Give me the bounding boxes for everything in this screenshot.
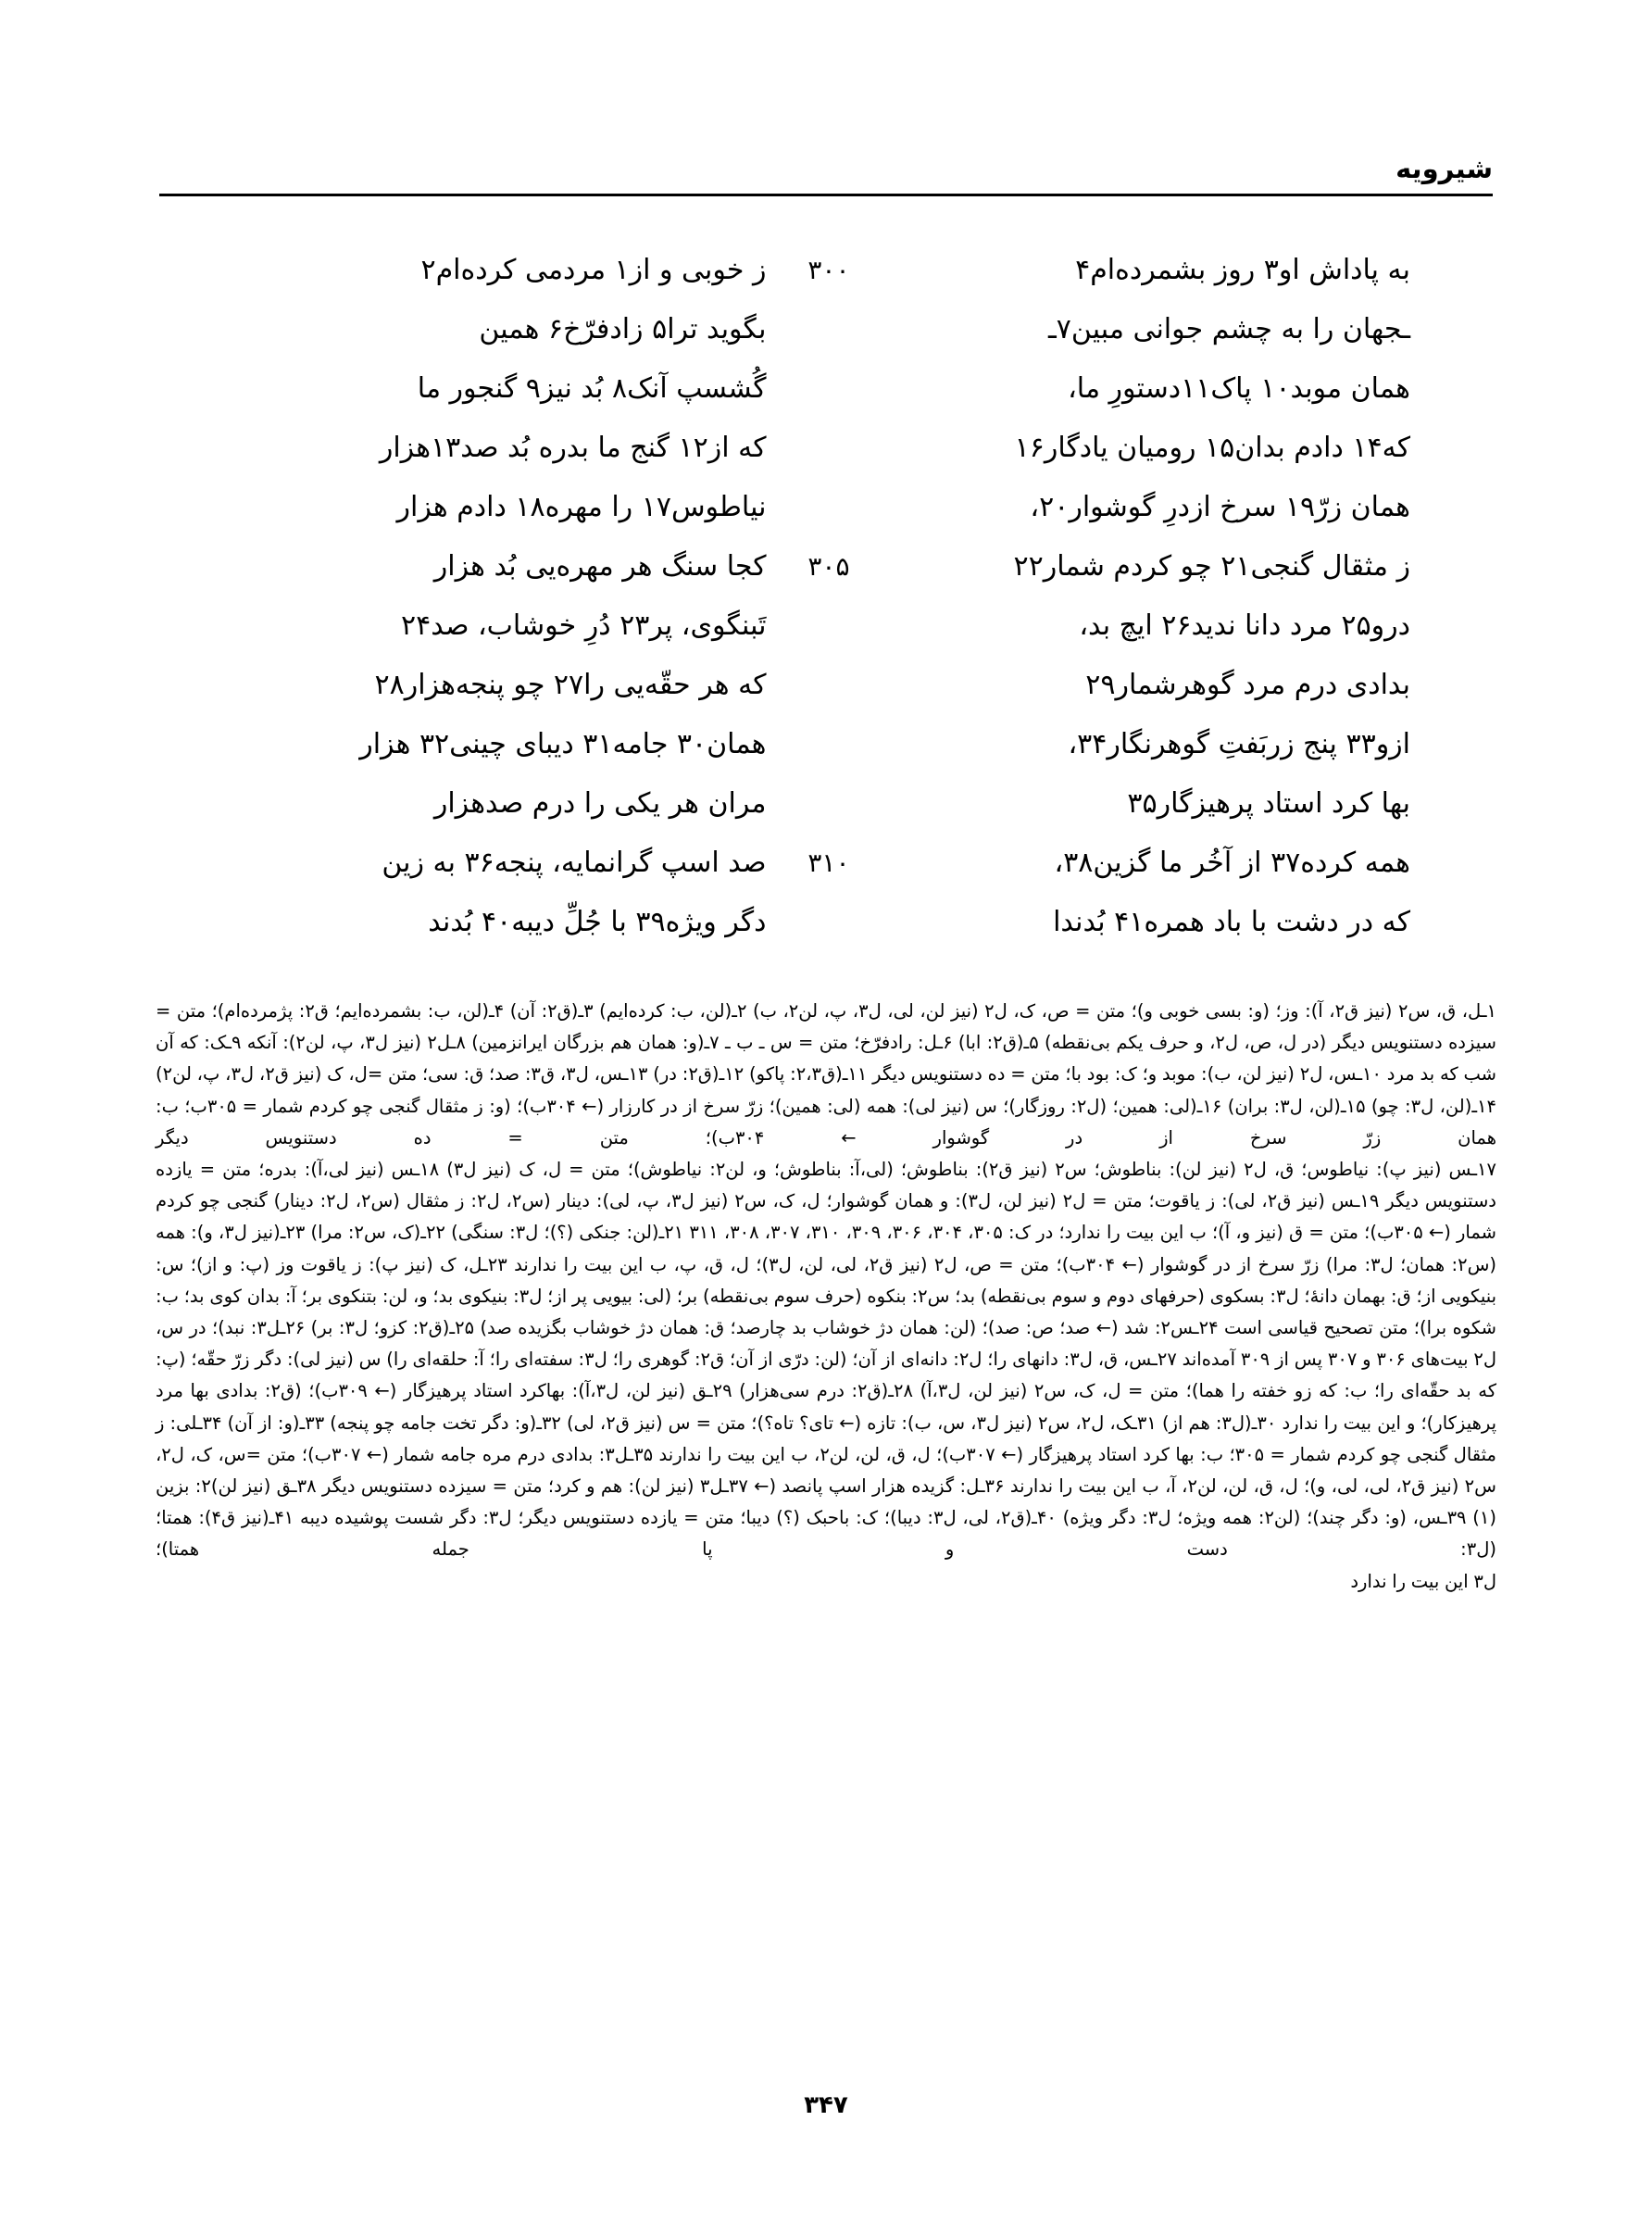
verse-line (236, 480, 1416, 539)
hemistich-second (849, 598, 1416, 654)
hemistich-second-text: بها کرد استاد پرهیزگار۳۵ (1127, 787, 1410, 820)
verse-line (236, 658, 1416, 717)
hemistich-second-text: همان موبد۱۰ پاک۱۱دستورِ ما، (1068, 372, 1410, 405)
hemistich-first (236, 717, 849, 772)
hemistich-second-text: به پاداش او۳ روز بشمرده‌ام۴ (1075, 254, 1410, 286)
apparatus-paragraph: ۱۷ـس (نیز پ): نیاطوس؛ ق، ل۲ (نیز لن): بناطوش؛ س۲ (نیز ق۲): بناطوش؛ (لی،آ: بناطوش؛ و، لن۲: نیاطوش)؛ متن = ل، ک (نیز ل۳) ۱۸ـس (نیز لی،آ): بدره؛ متن = یازده دستنویس دیگر ۱۹ـس (نیز ق۲، لی): ز یاقوت؛ متن = ل۲ (نیز لن، ل۳): و همان گوشوار؛ ل، ک، س۲ (نیز ل۳، پ، لی): دینار (س۲، ل۲: ز مثقال (س۲، ل۲: دینار) گنجی چو کردم شمار (← ۳۰۵ب)؛ متن = ق (نیز و، آ)؛ ب این بیت را ندارد؛ در ک: ۳۰۵، ۳۰۴، ۳۰۶، ۳۰۹، ۳۱۰، ۳۰۷، ۳۰۸، ۳۱۱ ۲۱ـ(لن: جنکی (؟)؛ ل۳: سنگی) ۲۲ـ(ک، س۲: مرا) ۲۳ـ(نیز ل۳، و): همه (س۲: همان؛ ل۳: مرا) زرّ سرخ از در گوشوار (← ۳۰۴ب)؛ متن = ص، ل۲ (نیز ق۲، لی، لن، ل۳)؛ ل، ق، پ، ب این بیت را ندارند ۲۳ـل، ک (نیز پ): ز یاقوت وز (پ: و از)؛ س: بنیکویی از؛ ق: بهمان دانهٔ؛ ل۳: بسکوی (حرفهای دوم و سوم بی‌نقطه) بد؛ س۲: بنکوه (حرف سوم بی‌نقطه) بر؛ (لی: بیویی پر از؛ ل۳: بنیکوی بد؛ و، لن: بتنکوی بر؛ آ: بدان کوی بد؛ ب: شکوه برا)؛ متن تصحیح قیاسی است ۲۴ـس۲: شد (← صد؛ ص: صد)؛ (لن: همان دژ خوشاب بد چارصد؛ ق: همان دژ خوشاب بگزیده صد) ۲۵ـ(ق۲: کزو؛ ل۳: بر) ۲۶ـل۳: نبد)؛ در س، ل۲ بیت‌های ۳۰۶ و ۳۰۷ پس از ۳۰۹ آمده‌اند ۲۷ـس، ق، ل۳: دانهای را؛ ل۲: دانه‌ای از آن؛ (لن: درّی از آن؛ ق۲: گوهری را؛ ل۳: سفته‌ای را؛ آ: حلقه‌ای را) س (نیز لی): دگر زرّ حقّه؛ (پ: که بد حقّه‌ای را؛ ب: که زو خفته را هما)؛ متن = ل، ک، س۲ (نیز لن، ل۳،آ) ۲۸ـ(ق۲: درم سی‌هزار) ۲۹ـق (نیز لن، ل۳،آ): بهاکرد استاد پرهیزگار (← ۳۰۹ب)؛ (ق۲: بدادی بها مرد پرهیزکار)؛ و این بیت را ندارد ۳۰ـ(ل۳: هم از) ۳۱ـک، ل۲، س۲ (نیز ل۳، س، ب): تازه (← تای؟ تاه؟)؛ متن = س (نیز ق۲، لی) ۳۲ـ(و: دگر تخت جامه چو پنجه) ۳۳ـ(و: از آن) ۳۴ـلی: ز مثقال گنجی چو کردم شمار = ۳۰۵؛ ب: بها کرد استاد پرهیزگار (← ۳۰۷ب)؛ ل، ق، لن، لن۲، ب این بیت را ندارند ۳۵ـل۳: بدادی درم مره جامه شمار (← ۳۰۷ب)؛ متن =س، ک، ل۲، س۲ (نیز ق۲، لی، لی، و)؛ ل، ق، لن، لن۲، آ، ب این بیت را ندارند ۳۶ـل: گزیده هزار اسپ پانصد (← ۳۷ـل۳ (نیز لن): هم و کرد؛ متن = سیزده دستنویس دیگر ۳۸ـق (نیز لن)۲: بزین (۱) ۳۹ـس، (و: دگر چند)؛ (لن۲: همه ویژه؛ ل۳: دگر ویژه) ۴۰ـ(ق۲، لی، ل۳: دیبا)؛ ک: باحبک (؟) دیبا؛ متن = یازده دستنویس دیگر؛ ل۳: دگر شست پوشیده دیبه ۴۱ـ(نیز ق۴): همتا؛ (ل۳: دست و پا جمله همتا)؛ (156, 1159, 1497, 1561)
hemistich-first-text: نیاطوس۱۷ را مهره۱۸ دادم هزار (396, 491, 767, 523)
hemistich-second-text: درو۲۵ مرد دانا ندید۲۶ ایچ بد، (1079, 609, 1410, 642)
hemistich-second (849, 539, 1416, 595)
verse-line (236, 895, 1416, 954)
hemistich-second-text: که در دشت با باد همره۴۱ بُدندا (1053, 906, 1410, 938)
header-rule (159, 194, 1493, 196)
hemistich-first-text: بگوید ترا۵ زادفرّخ۶ همین (479, 313, 767, 345)
running-head-title: شیرویه (1395, 153, 1493, 184)
folio-number: ۳۴۷ (804, 2091, 848, 2119)
verse-line (236, 539, 1416, 598)
hemistich-second-text: ازو۳۳ پنج زربَفتِ گوهرنگار۳۴، (1068, 728, 1410, 760)
hemistich-second (849, 776, 1416, 832)
hemistich-first (236, 598, 849, 654)
hemistich-second (849, 835, 1416, 891)
hemistich-second-text: که۱۴ دادم بدان۱۵ رومیان یادگار۱۶ (1014, 432, 1410, 464)
hemistich-second-text: همان زرّ۱۹ سرخ ازدرِ گوشوار۲۰، (1030, 491, 1410, 523)
hemistich-first (236, 539, 849, 595)
verse-line (236, 243, 1416, 302)
verse-line (236, 835, 1416, 895)
hemistich-first (236, 895, 849, 950)
hemistich-first (236, 361, 849, 417)
hemistich-second-text: بدادی درم مرد گوهرشمار۲۹ (1085, 669, 1410, 701)
verse-line (236, 776, 1416, 835)
hemistich-first-text: همان۳۰ جامه۳۱ دیبای چینی۳۲ هزار (359, 728, 767, 760)
apparatus-paragraph: ۱ـل، ق، س۲ (نیز ق۲، آ): وز؛ (و: بسی خوبی و)؛ متن = ص، ک، ل۲ (نیز لن، لی، ل۳، پ، لن۲، ب) ۲ـ(لن، ب: کرده‌ایم) ۳ـ(ق۲: آن) ۴ـ(لن، ب: بشمرده‌ایم؛ ق۲: پژمرده‌ام)؛ متن = سیزده دستنویس دیگر (در ل، ص، ل۲، و حرف یکم بی‌نقطه) ۵ـ(ق۲: ابا) ۶ـل: رادفرّخ؛ متن = س ـ ب ـ ۷ـ(و: همان هم بزرگان ایرانزمین) ۸ـل۲ (نیز ل۳، پ، لن۲): آنکه ۹ـک: که آن شب که بد مرد ۱۰ـس، ل۲ (نیز لن، ب): موبد و؛ ک: بود با؛ متن = ده دستنویس دیگر ۱۱ـ(ق۲،۳: پاکو) ۱۲ـ(ق۲: در) ۱۳ـس، ل۳، ق۳: صد؛ ق: سی؛ متن =ل، ک (نیز ق۲، ل۳، پ، لن۲) ۱۴ـ(لن، ل۳: چو) ۱۵ـ(لن، ل۳: بران) ۱۶ـ(لی: همین؛ (ل۲: روزگار)؛ س (نیز لی): همه (لی: همین)؛ زرّ سرخ از در کارزار (← ۳۰۴ب)؛ (و: ز مثقال گنجی چو کردم شمار = ۳۰۵ب؛ ب: همان زرّ سرخ از در گوشوار ← ۳۰۴ب)؛ متن = ده دستنویس دیگر (156, 1000, 1497, 1148)
verse-line (236, 361, 1416, 420)
apparatus-paragraph: ل۳ این بیت را ندارد (1350, 1570, 1496, 1592)
hemistich-first (236, 658, 849, 713)
hemistich-first-text: مران هر یکی را درم صدهزار (433, 787, 767, 820)
running-head-area (159, 153, 1493, 196)
hemistich-second (849, 480, 1416, 535)
hemistich-first-text: تَبنگوی، پر۲۳ دُرِ خوشاب، صد۲۴ (400, 609, 767, 642)
hemistich-first-text: ز خوبی و از۱ مردمی کرده‌ام۲ (420, 254, 767, 286)
hemistich-first-text: کجا سنگ هر مهره‌یی بُد هزار (433, 550, 767, 583)
verse-line (236, 717, 1416, 776)
hemistich-first (236, 480, 849, 535)
hemistich-second-text: ـجهان را به چشم جوانی مبین۷ـ (1047, 313, 1410, 345)
hemistich-second (849, 895, 1416, 950)
verse-line (236, 302, 1416, 361)
hemistich-second (849, 361, 1416, 417)
verse-number: ۳۰۰ (807, 255, 850, 285)
hemistich-second-text: ز مثقال گنجی۲۱ چو کردم شمار۲۲ (1013, 550, 1410, 583)
critical-apparatus (156, 996, 1496, 1598)
hemistich-second (849, 420, 1416, 476)
hemistich-second-text: همه کرده۳۷ از آخُر ما گزین۳۸، (1054, 847, 1410, 879)
verse-number: ۳۱۰ (807, 847, 850, 878)
hemistich-first (236, 420, 849, 476)
hemistich-first (236, 776, 849, 832)
hemistich-second (849, 302, 1416, 358)
hemistich-first (236, 243, 849, 298)
verse-line (236, 420, 1416, 480)
hemistich-second (849, 717, 1416, 772)
verse-block (236, 243, 1416, 954)
verse-number: ۳۰۵ (807, 551, 850, 582)
hemistich-second (849, 243, 1416, 298)
hemistich-second (849, 658, 1416, 713)
verse-line (236, 598, 1416, 658)
hemistich-first-text: دگر ویژه۳۹ با جُلِّ دیبه۴۰ بُدند (428, 906, 767, 938)
hemistich-first-text: که هر حقّه‌یی را۲۷ چو پنجه‌هزار۲۸ (374, 669, 767, 701)
hemistich-first-text: صد اسپ گرانمایه، پنجه۳۶ به زین (382, 847, 767, 879)
hemistich-first-text: که از۱۲ گنج ما بدره بُد صد۱۳هزار (379, 432, 767, 464)
hemistich-first (236, 835, 849, 891)
hemistich-first-text: گُشسپ آنک۸ بُد نیز۹ گنجور ما (417, 372, 767, 405)
hemistich-first (236, 302, 849, 358)
